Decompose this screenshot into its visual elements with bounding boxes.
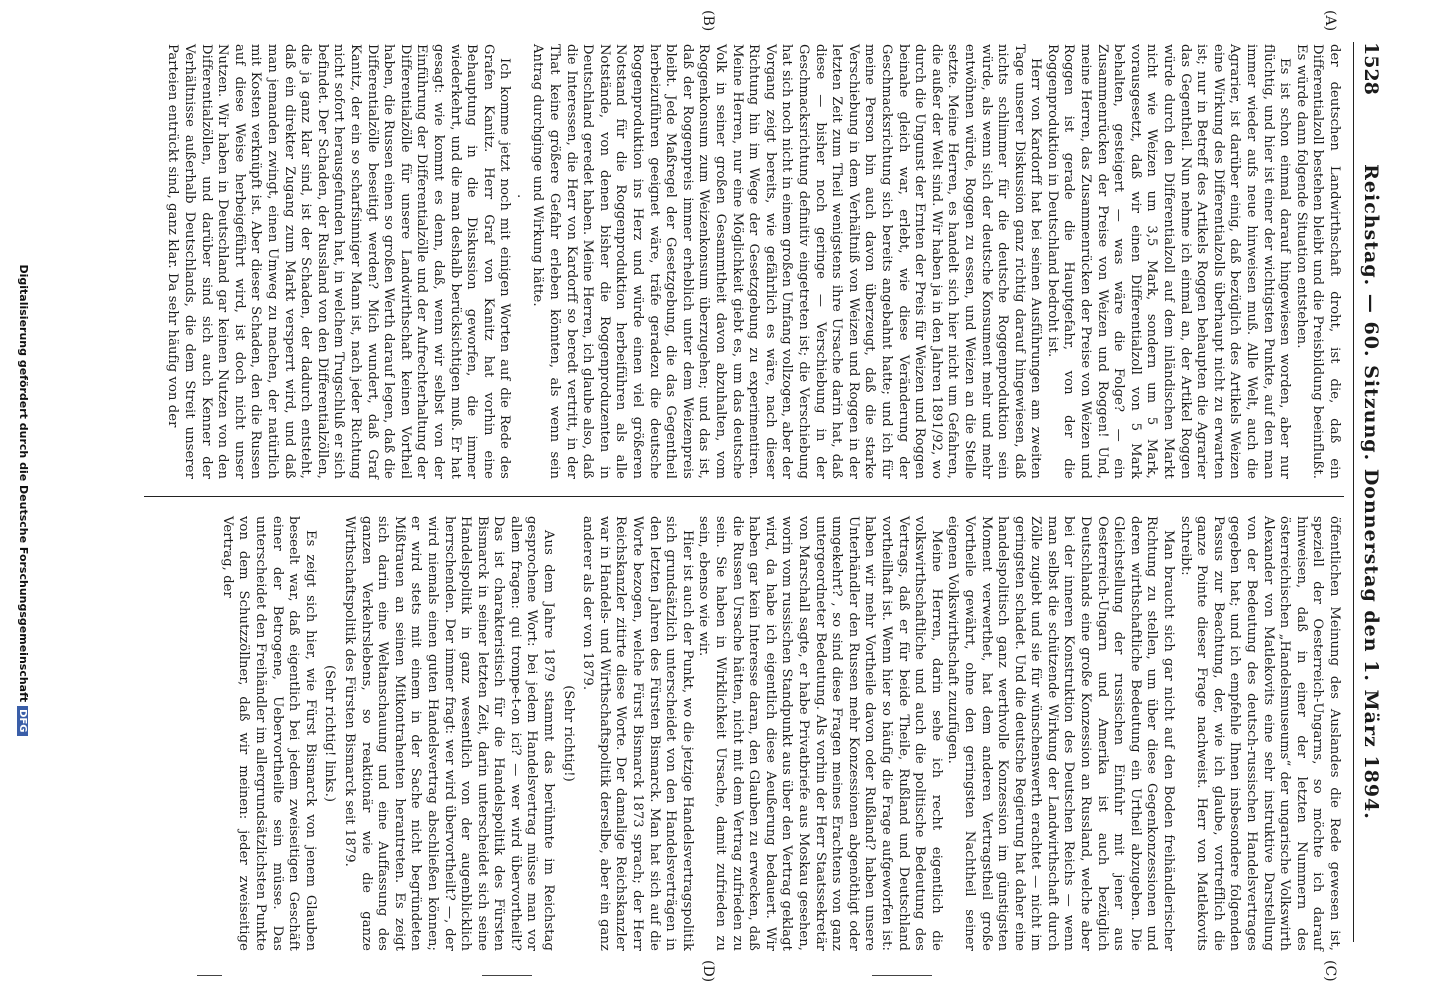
paragraph: Herr von Kardorff hat bei seinen Ausführungen am zweiten Tage unserer Diskussion ganz richtig darauf hingewiesen, daß nichts schlimmer für die deutsche Roggenproduktion sein würde, als wenn sich der deutsche Konsument mehr und mehr entwöhnen würde, Roggen zu essen, und Weizen an die Stelle setzte. Meine Herren, es handelt sich hier nicht um Gefahren, die außer der Welt sind. Wir haben ja in den Jahren 1891/92, wo durch die Ungunst der Ernten der Preis für Weizen und Roggen beinahe gleich war, erlebt, wie diese Veränderung der Geschmacksrichtung sich bereits angebahnt hatte; und ich für meine Person bin auch davon überzeugt, daß die starke Verschiebung in dem Verhältniß von Weizen und Roggen in der letzten Zeit zum Theil wenigstens ihre Ursache darin hat, daß diese — bisher noch geringe — Verschiebung in der Geschmacksrichtung definitiv eingetreten ist; die Verschiebung hat sich noch nicht in einem großen Umfang vollzogen, aber der Vorgang zeigt bereits, wie gefährlich es wäre, nach dieser Richtung hin im Wege der Gesetzgebung zu experimentiren. Meine Herren, nur eine Möglichkeit giebt es, um das deutsche Volk in seiner großen Gesammtheit davon abzuhalten, vom Roggenkonsum zum Weizenkonsum überzugehen; und das ist, daß der Roggenpreis immer erheblich unter dem Weizenpreis bleibt. Jede Maßregel der Gesetzgebung, die das Gegentheil herbeizuführen geeignet wäre, träfe geradezu die deutsche Roggenproduktion ins Herz und würde einen viel größeren Notstand für die Roggenproduktion herbeiführen als alle Notstände, von denen bisher die Roggenproduzenten in Deutschland geredet haben. Meine Herren, ich glaube also, daß die Interessen, die Herr von Kardorff so beredt vertritt, in der That keine größere Gefahr erleben könnten, als wenn sein Antrag durchginge und Wirkung hätte. xyxy=(530,44,1044,480)
dfg-logo: DFG xyxy=(17,706,28,735)
paragraph: Ich komme jetzt noch mit einigen Worten auf die Rede des Grafen Kanitz. Herr Graf von Kanitz hat vorhin eine Behauptung in die Diskussion geworfen, die immer wiederkehrt, und die man deshalb berücksichtigen muß. Er hat gesagt: wie kommt es denn, daß, wenn wir selbst von der Einführung der Differentialzölle und der Aufrechterhaltung der Differentialzölle für unsere Landwirthschaft keinen Vortheil haben, die Russen einen so großen Werth darauf legen, daß die Differentialzölle beseitigt werden? Mich wundert, daß Graf Kanitz, der ein so scharfsinniger Mann ist, nach jeder Richtung nicht sofort herausgefunden hat, in welchem Trugschluß er sich befindet. Der Schaden, der Russland von den Differentialzöllen, die ja ganz klar sind, ist der Schaden, der dadurch entsteht, daß ein direkter Zugang zum Markt versperrt wird, und daß man jemanden zwingt, einen Umweg zu machen, der natürlich mit Kosten verknüpft ist. Aber dieser Schaden, den die Russen auf diese Weise herbeigeführt wird, ist doch nicht unser Nutzen. Wir haben in Deutschland gar keinen Nutzen von den Differentialzöllen, und darüber sind sich auch Kenner der Verhältnisse außerhalb Deutschlands, die dem Streit unserer Parteien entrückt sind, ganz klar. Da sehr häufig von der xyxy=(165,44,513,479)
dot-mark: . xyxy=(513,194,529,199)
quoted-paragraph: Man braucht sich gar nicht auf den Boden freihändlerischer Richtung zu stellen, um über diese Gegenkonzessionen und deren wirthschaftliche Bedeutung ein Urtheil abzugeben. Die Gleichstellung der russischen Einfuhr mit jener aus Oesterreich-Ungarn und Amerika ist auch bezüglich Deutschlands eine große Konzession an Russland, welche aber bei der inneren Konstruktion des Deutschen Reichs — wenn man selbst die schützende Wirkung der Landwirthschaft durch Zölle zugiebt und sie für wünschenswerth erachtet — nicht im geringsten schadet. Und die deutsche Regierung hat daher eine handelspolitisch ganz werthvolle Konzession im günstigsten Moment verwerthet, hat dem anderen Vertragstheil große Vortheile gewährt, ohne den geringsten Nachtheil seiner eigenen Volkswirthschaft zuzufügen. xyxy=(945,516,1177,951)
right-text-column xyxy=(218,516,1342,951)
paragraph: öffentlichen Meinung des Auslandes die Rede gewesen ist, speziell der Oesterreich-Ungarns, so möchte ich darauf hinweisen, daß in einer der letzten Nummern des österreichischen „Handelsmuseums“ der ungarische Volkswirth Alexander von Matlekovits eine sehr instruktive Darstellung von der Bedeutung des deutsch-russischen Handelsvertrages gegeben hat; und ich empfehle Ihnen insbesondere folgenden Passus zur Beachtung, der, wie ich glaube, vortrefflich die ganze Pointe dieser Frage nachweist. Herr von Matlekovits schreibt: xyxy=(1177,516,1342,951)
left-text-column xyxy=(164,44,1342,479)
page-title: Reichstag. — 60. Sitzung. Donnerstag den 1. März 1894. xyxy=(1360,164,1382,820)
paragraph: Meine Herren, darin sehe ich recht eigentlich die volkswirthschaftliche und auch die politische Bedeutung des Vertrags, daß er für beide Theile, Rußland und Deutschland vortheilhaft ist. Wenn hier so häufig die Frage aufgeworfen ist: haben wir mehr Vortheile davon oder Rußland? haben unsere Unterhändler den Russen mehr Konzessionen abgenöthigt oder umgekehrt? , so sind diese Fragen meines Erachtens von ganz untergeordneter Bedeutung. Als vorhin der Herr Staatssekretär von Marschall sagte, er habe Privatbriefe aus Moskau gesehen, worin vom russischen Standpunkt aus über den Vertrag geklagt wird, da habe ich eigentlich diese Aeußerung bedauert. Wir haben gar kein Interesse daran, den Glauben zu erwecken, daß die Russen Ursache hätten, nicht mit dem Vertrag zufrieden zu sein. Sie haben in Wirklichkeit Ursache, damit zufrieden zu sein, ebenso wie wir. xyxy=(696,516,944,951)
interjection: (Sehr richtig!) xyxy=(560,685,576,782)
paragraph: Hier ist auch der Punkt, wo die jetzige Handelsvertragspolitik sich grundsätzlich unterscheidet von den Handelsverträgen in den letzten Jahren des Fürsten Bismarck. Man hat sich auf die Worte bezogen, welche Fürst Bismarck 1873 sprach; der Herr Reichskanzler zitirte diese Worte. Der damalige Reichskanzler war in Handels- und Wirthschaftspolitik derselbe, aber ein ganz anderer als der von 1879. xyxy=(580,516,695,951)
paragraph: der deutschen Landwirthschaft droht, ist die, daß ein Differentialzoll bestehen bleibt und die Preisbildung beeinflußt. Es würde dann folgende Situation entstehen. xyxy=(1293,44,1342,479)
paragraph: Aus dem Jahre 1879 stammt das berühmte im Reichstag gesprochene Wort: bei jedem Handelsvertrag müsse man vor allem fragen: qui trompe-t-on ici? — wer wird übervortheilt? Das ist charakteristisch für die Handelspolitik des Fürsten Bismarck in seiner letzten Zeit, darin unterscheidet sich seine Handelspolitik in ganz wesentlich von der augenblicklich herrschenden. Der immer fragt: wer wird übervortheilt? —, der wird niemals einen guten Handelsvertrag abschließen können; er wird stets mit einem in der Sache nicht begründeten Mißtrauen an seinen Mitkontrahenten herantreten. Es zeigt sich darin eine Weltanschauung und eine Auffassung des ganzen Verkehrslebens, so reaktionär wie die ganze Wirthschaftspolitik des Fürsten Bismarck seit 1879. xyxy=(341,516,557,951)
digitization-credit xyxy=(17,0,30,1000)
paragraph: Es ist schon einmal darauf hingewiesen worden, aber nur flüchtig, und hier ist einer der wichtigsten Punkte, auf den man immer wieder aufs neue hinweisen muß. Alle Welt, auch die Agrarier, ist darüber einig, daß bezüglich des Artikels Weizen eine Wirkung des Differentialzolls überhaupt nicht zu erwarten ist; nur in Betreff des Artikels Roggen behaupten die Agrarier das Gegentheil. Nun nehme ich einmal an, der Artikel Roggen würde durch den Differentialzoll auf dem inländischen Markt nicht wie Weizen um 3,5 Mark, sondern um 5 Mark, vorausgesetzt, daß wir einen Differentialzoll von 5 Mark behalten, gesteigert — was wäre die Folge? — ein Zusammenrücken der Preise von Weizen und Roggen! Und, meine Herren, das Zusammenrücken der Preise von Weizen und Roggen ist gerade die Hauptgefahr, von der die Roggenproduktion in Deutschland bedroht ist. xyxy=(1044,44,1293,479)
credit-text: Digitalisierung gefördert durch die Deutsche Forschungsgemeinschaft xyxy=(17,264,30,703)
column-divider xyxy=(144,496,1344,497)
interjection: (Sehr richtig! links.) xyxy=(322,664,338,803)
page-header xyxy=(1353,42,1384,942)
paragraph: Es zeigt sich hier, wie Fürst Bismarck von jenem Glauben beseelt war, daß eigentlich bei jedem zweiseitigen Geschäft einer der Betrogene, Uebervortheilte sein müsse. Das unterscheidet den Freihändler im allergrundsätzlichsten Punkte von dem Schutzzöllner, daß wir meinen: jeder zweiseitige Vertrag, der xyxy=(219,516,318,951)
margin-marker-d: (D) xyxy=(700,960,716,983)
page-number: 1528 xyxy=(1360,42,1382,95)
scan-artifact xyxy=(482,975,532,976)
margin-marker-b: (B) xyxy=(700,10,716,32)
margin-marker-c: (C) xyxy=(1322,960,1338,982)
margin-marker-a: (A) xyxy=(1322,10,1338,32)
scan-artifact xyxy=(197,975,222,976)
scan-artifact xyxy=(872,975,932,976)
